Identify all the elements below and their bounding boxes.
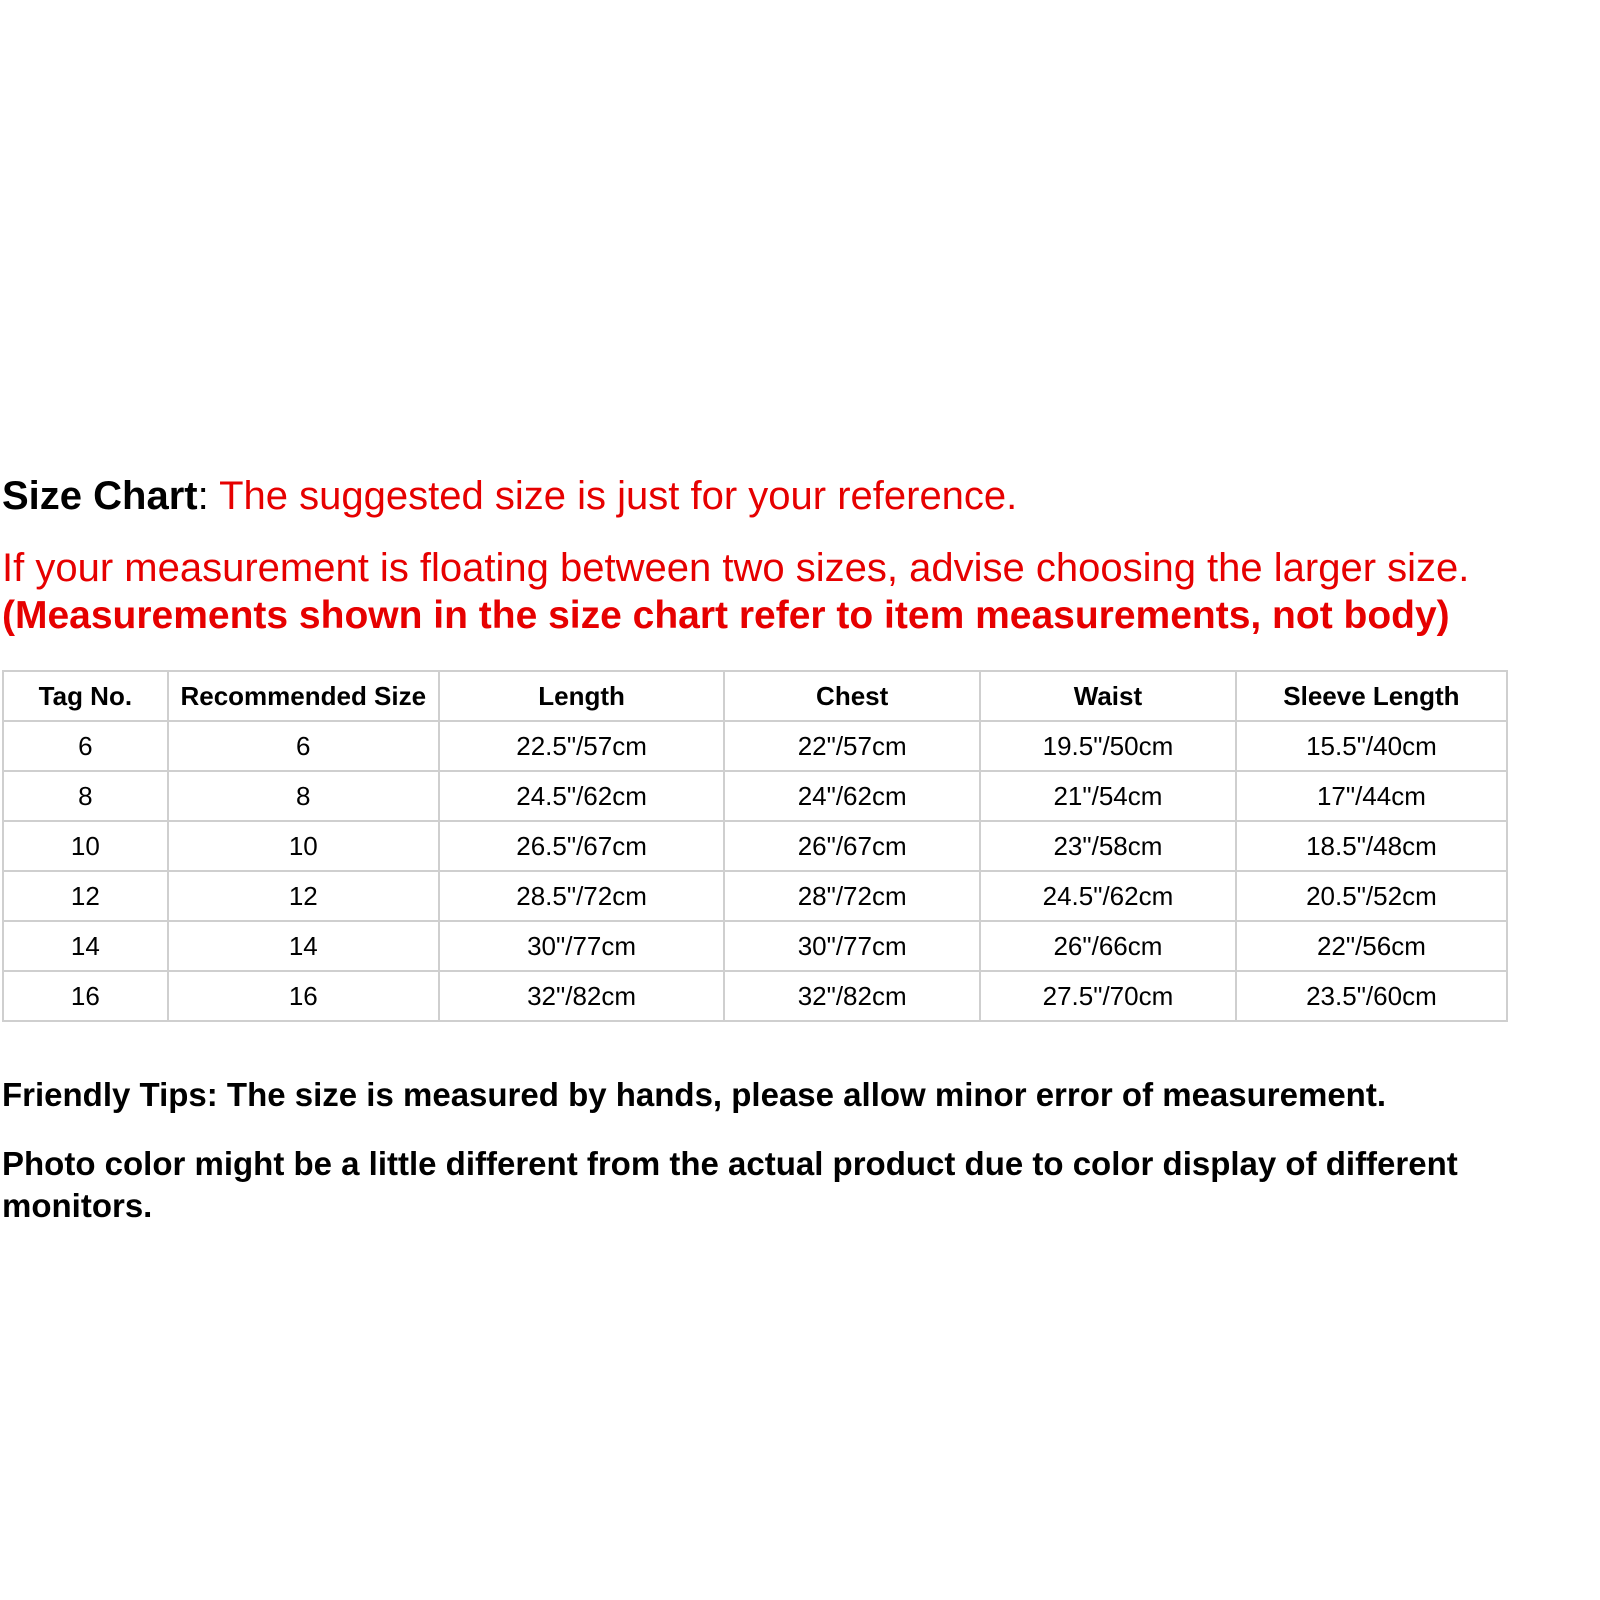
header-recommended-size: Recommended Size xyxy=(168,671,439,721)
cell-tag-no: 12 xyxy=(3,871,168,921)
table-row xyxy=(3,971,1507,1021)
cell-waist: 19.5"/50cm xyxy=(980,721,1236,771)
cell-chest: 22"/57cm xyxy=(724,721,980,771)
size-table xyxy=(2,670,1508,1022)
cell-length: 30"/77cm xyxy=(439,921,724,971)
cell-tag-no: 8 xyxy=(3,771,168,821)
header-chest: Chest xyxy=(724,671,980,721)
cell-recommended-size: 14 xyxy=(168,921,439,971)
cell-length: 32"/82cm xyxy=(439,971,724,1021)
cell-chest: 28"/72cm xyxy=(724,871,980,921)
cell-sleeve-length: 22"/56cm xyxy=(1236,921,1507,971)
table-row xyxy=(3,921,1507,971)
cell-length: 22.5"/57cm xyxy=(439,721,724,771)
cell-tag-no: 10 xyxy=(3,821,168,871)
heading-subtitle: The suggested size is just for your reference. xyxy=(219,474,1018,518)
cell-waist: 21"/54cm xyxy=(980,771,1236,821)
cell-tag-no: 6 xyxy=(3,721,168,771)
cell-waist: 27.5"/70cm xyxy=(980,971,1236,1021)
cell-chest: 32"/82cm xyxy=(724,971,980,1021)
size-chart-heading xyxy=(2,472,1017,520)
header-tag-no: Tag No. xyxy=(3,671,168,721)
table-header-row xyxy=(3,671,1507,721)
cell-length: 28.5"/72cm xyxy=(439,871,724,921)
cell-sleeve-length: 18.5"/48cm xyxy=(1236,821,1507,871)
header-length: Length xyxy=(439,671,724,721)
cell-length: 24.5"/62cm xyxy=(439,771,724,821)
cell-waist: 23"/58cm xyxy=(980,821,1236,871)
cell-waist: 24.5"/62cm xyxy=(980,871,1236,921)
cell-sleeve-length: 15.5"/40cm xyxy=(1236,721,1507,771)
cell-recommended-size: 12 xyxy=(168,871,439,921)
cell-recommended-size: 10 xyxy=(168,821,439,871)
size-advice: If your measurement is floating between two sizes, advise choosing the larger size. xyxy=(2,546,1470,590)
cell-chest: 30"/77cm xyxy=(724,921,980,971)
table-row xyxy=(3,821,1507,871)
cell-chest: 26"/67cm xyxy=(724,821,980,871)
heading-label: Size Chart xyxy=(2,474,198,518)
friendly-tips: Friendly Tips: The size is measured by hands, please allow minor error of measurement. xyxy=(2,1076,1386,1113)
cell-sleeve-length: 17"/44cm xyxy=(1236,771,1507,821)
table-row xyxy=(3,771,1507,821)
cell-waist: 26"/66cm xyxy=(980,921,1236,971)
cell-recommended-size: 6 xyxy=(168,721,439,771)
cell-length: 26.5"/67cm xyxy=(439,821,724,871)
cell-chest: 24"/62cm xyxy=(724,771,980,821)
cell-tag-no: 14 xyxy=(3,921,168,971)
cell-sleeve-length: 20.5"/52cm xyxy=(1236,871,1507,921)
cell-sleeve-length: 23.5"/60cm xyxy=(1236,971,1507,1021)
table-row xyxy=(3,871,1507,921)
cell-recommended-size: 8 xyxy=(168,771,439,821)
size-chart-page xyxy=(2,0,1596,1600)
cell-tag-no: 16 xyxy=(3,971,168,1021)
measurement-note: (Measurements shown in the size chart refer to item measurements, not body) xyxy=(2,594,1450,637)
header-waist: Waist xyxy=(980,671,1236,721)
photo-color-note: Photo color might be a little different from the actual product due to color display of different monitors. xyxy=(2,1145,1458,1224)
cell-recommended-size: 16 xyxy=(168,971,439,1021)
table-row xyxy=(3,721,1507,771)
heading-colon: : xyxy=(197,474,220,518)
header-sleeve-length: Sleeve Length xyxy=(1236,671,1507,721)
